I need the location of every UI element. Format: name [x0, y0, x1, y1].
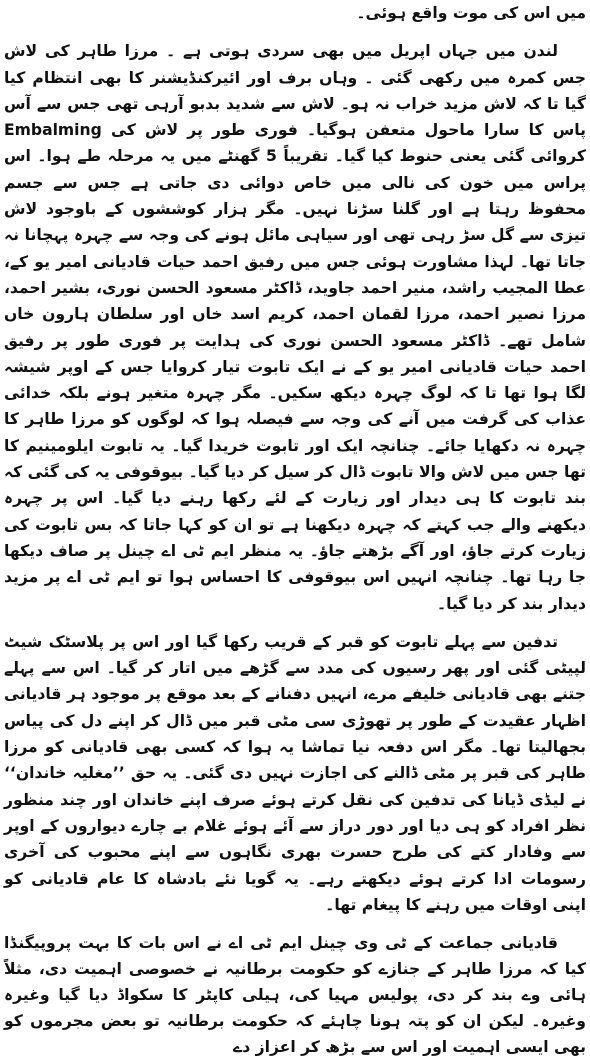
- paragraph-london-embalming: لندن میں جہاں اپریل میں بھی سردی ہوتی ہے ۔ مرزا طاہر کی لاش جس کمرہ میں رکھی گئی ۔ وہاں برف اور ائیرکنڈیشنر کا بھی انتظام کیا گیا تا کہ لاش مزید خراب نہ ہو۔ لاش سے شدید بدبو آرہی تھی جس سے آس پاس کا سارا ماحول متعفن ہوگیا۔ فوری طور پر لاش کی Embalming کروائی گئی یعنی حنوط کیا گیا۔ تقریباً 5 گھنٹے میں یہ مرحلہ طے ہوا۔ اس پراس میں خون کی نالی میں خاص دوائی دی جاتی ہے جس سے جسم محفوظ رہتا ہے اور گلنا سڑنا نہیں۔ مگر ہزار کوششوں کے باوجود لاش تیزی سے گل سڑ رہی تھی اور سیاہی مائل ہونے کی وجہ سے چہرہ پہچانا نہ جاتا تھا۔ لہذا مشاورت ہوئی جس میں رفیق احمد حیات قادیانی امیر یو کے، عطا المجیب راشد، منیر احمد جاوید، ڈاکٹر مسعود الحسن نوری، بشیر احمد، مرزا نصیر احمد، مرزا لقمان احمد، کریم اسد خاں اور سلطان ہارون خاں شامل تھے۔ ڈاکٹر مسعود الحسن نوری کی ہدایت پر فوری طور پر رفیق احمد حیات قادیانی امیر یو کے نے ایک تابوت تیار کروایا جس کے اوپر شیشہ لگا ہوا تھا تا کہ لوگ چہرہ دیکھ سکیں۔ مگر چہرہ متغیر ہونے بلکہ خدائی عذاب کی گرفت میں آنے کی وجہ سے فیصلہ ہوا کہ لوگوں کو مرزا طاہر کا چہرہ نہ دکھایا جائے۔ چنانچہ ایک اور تابوت خریدا گیا۔ یہ تابوت ایلومینیم کا تھا جس میں لاش والا تابوت ڈال کر سیل کر دیا گیا۔ بیوقوفی یہ کی گئی کہ بند تابوت کا ہی دیدار اور زیارت کے لئے رکھا رہنے دیا گیا۔ اس پر چہرہ دیکھنے والے جب کہتے کہ چہرہ دیکھنا ہے تو ان کو کہا جاتا کہ بس تابوت کی زیارت کرتے جاؤ، اور آگے بڑھتے جاؤ۔ یہ منظر ایم ٹی اے چینل پر صاف دیکھا جا رہا تھا۔ چنانچہ انہیں اس بیوقوفی کا احساس ہوا تو ایم ٹی اے پر مزید دیدار بند کر دیا گیا۔: [4, 42, 586, 613]
- paragraph-mta-propaganda: قادیانی جماعت کے ٹی وی چینل ایم ٹی اے نے اس بات کا بہت پروپیگنڈا کیا کہ مرزا طاہر کے جنازے کو حکومت برطانیہ نے خصوصی اہمیت دی، مثلاً ہائی وے بند کر دی، پولیس مہیا کی، ہیلی کاپٹر کا سکواڈ دیا گیا وغیرہ وغیرہ۔ لیکن ان کو پتہ ہونا چاہئے کہ حکومت برطانیہ تو بعض مجرموں کو بھی ایسی اہمیت اور اس سے بڑھ کر اعزاز دے: [4, 934, 586, 1057]
- paragraph-continuation: میں اس کی موت واقع ہوئی۔: [356, 4, 586, 22]
- paragraph-burial: تدفین سے پہلے تابوت کو قبر کے قریب رکھا گیا اور اس پر پلاسٹک شیٹ لپیٹی گئی اور پھر رسیوں کی مدد سے گڑھے میں اتار کر گیا۔ اس سے پہلے جتنے بھی قادیانی خلیفے مرے، انہیں دفنانے کے بعد موقع پر موجود ہر قادیانی اظہار عقیدت کے طور پر تھوڑی سی مٹی قبر میں ڈال کر اپنے دل کی پیاس بجھالیتا تھا۔ مگر اس دفعہ نیا تماشا یہ ہوا کہ کسی بھی قادیانی کو مرزا طاہر کی قبر پر مٹی ڈالنے کی اجازت نہیں دی گئی۔ یہ حق ’’مغلیہ خاندان‘‘ نے لیڈی ڈیانا کی تدفین کی نقل کرتے ہوئے صرف اپنے خاندان اور چند منظور نظر افراد کو ہی دیا اور دور دراز سے آئے ہوئے غلام بے چارے دیواروں کے اوپر سے وفادار کتے کی طرح حسرت بھری نگاہوں سے اپنے محبوب کی آخری رسومات ادا کرتے ہوئے دیکھتے رہے۔ یہ گویا نئے بادشاہ کا عام قادیانی کو اپنی اوقات میں رہنے کا پیغام تھا۔: [4, 632, 586, 914]
- document-page: [4, 0, 586, 1057]
